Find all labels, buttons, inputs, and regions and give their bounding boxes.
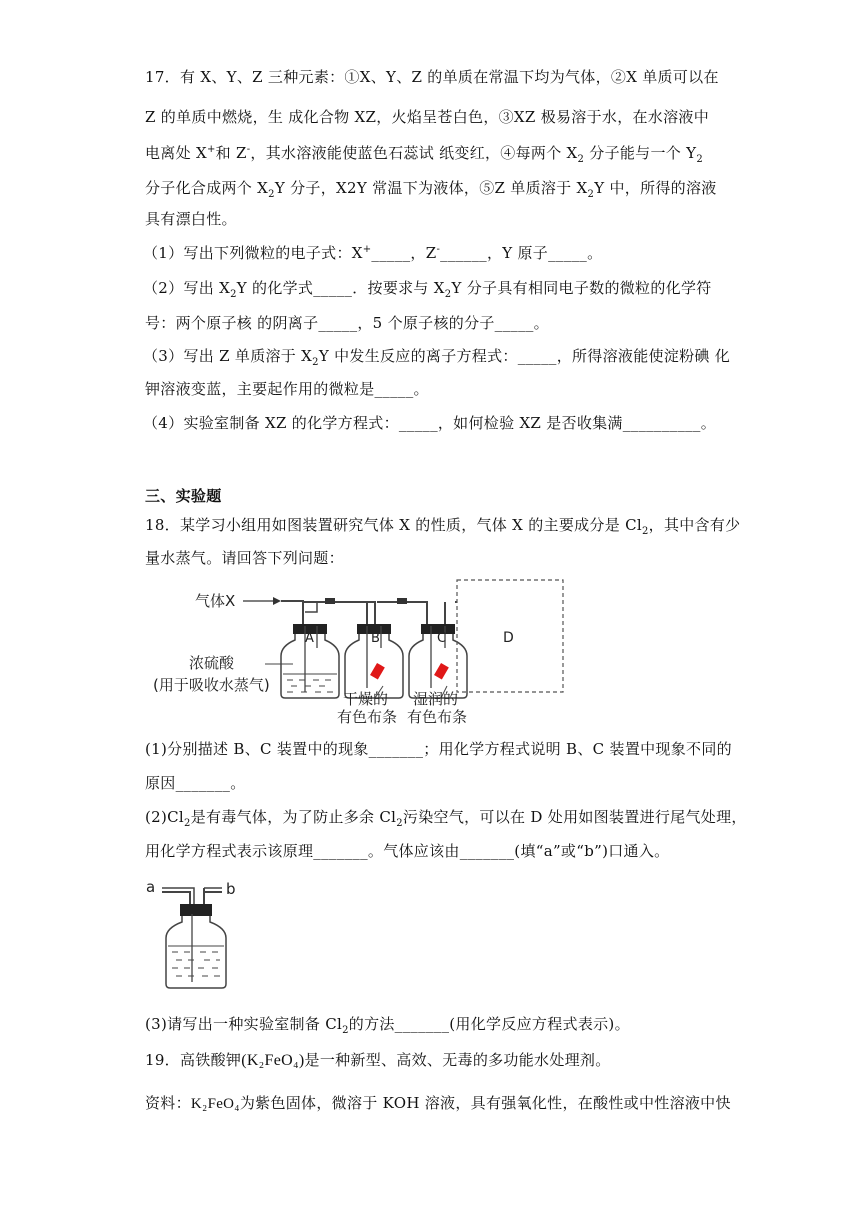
dry-label-2: 有色布条: [337, 708, 398, 724]
formula-k2feo4-2: K₂FeO₄: [190, 1096, 240, 1112]
wet-cloth-strip: [434, 663, 449, 680]
q18-sub-1-line-1: (1)分别描述 B、C 装置中的现象_______；用化学方程式说明 B、C 装置中现象不同的: [145, 740, 732, 758]
dry-cloth-strip: [370, 663, 385, 680]
q17-line-1: 17．有 X、Y、Z 三种元素：①X、Y、Z 的单质在常温下均为气体，②X 单质可以在: [145, 68, 719, 86]
arrow-head-icon: [273, 597, 281, 605]
label-a: A: [305, 631, 314, 646]
q19-line-2: 资料：K₂FeO₄为紫色固体，微溶于 KOH 溶液，具有强氧化性，在酸性或中性溶液中快: [145, 1094, 731, 1112]
q17-line-3: 电离处 X+和 Z-，其水溶液能使蓝色石蕊试 纸变红，④每两个 $X_2$ 分子能与一个 $Y_2$: [145, 144, 704, 165]
q18-sub-2-line-2: 用化学方程式表示该原理_______。气体应该由_______(填“a”或“b”)口通入。: [145, 842, 670, 860]
q17-part-2-line-1: （2）写出 $X_2Y$ 的化学式_____．按要求与 $X_2Y$ 分子具有相同电子数的微粒的化学符: [143, 279, 712, 300]
q17-part-4: （4）实验室制备 XZ 的化学方程式：_____，如何检验 XZ 是否收集满__________。: [143, 414, 717, 432]
q17-part-3-line-2: 钾溶液变蓝，主要起作用的微粒是_____。: [145, 380, 429, 398]
gas-x-label: 气体X: [195, 592, 236, 610]
q17-line-4: 分子化合成两个 $X_2Y$ 分子，X2Y 常温下为液体，⑤Z 单质溶于 $X_2Y$ 中，所得的溶液: [145, 179, 717, 200]
q19-line-1: 19．高铁酸钾(K₂FeO₄)是一种新型、高效、无毒的多功能水处理剂。: [145, 1051, 611, 1069]
formula-k2feo4: (K₂FeO₄): [241, 1052, 305, 1069]
apparatus-diagram: [145, 576, 625, 724]
acid-note-label: (用于吸收水蒸气): [153, 676, 270, 694]
tail-gas-bottle-diagram: [140, 874, 250, 992]
q18-line-2: 量水蒸气。请回答下列问题：: [145, 549, 344, 567]
q17-line-2: Z 的单质中燃烧，生 成化合物 XZ，火焰呈苍白色，③XZ 极易溶于水，在水溶液中: [145, 108, 709, 126]
wet-label-2: 有色布条: [407, 708, 468, 724]
label-d: D: [503, 630, 514, 646]
q18-sub-3: (3)请写出一种实验室制备 $Cl_2$的方法_______(用化学反应方程式表示)。: [145, 1015, 630, 1036]
q17-line-5: 具有漂白性。: [145, 210, 237, 228]
q18-line-1: 18．某学习小组用如图装置研究气体 X 的性质，气体 X 的主要成分是 $Cl_2$，其中含有少: [145, 516, 741, 537]
q17-part-2-line-2: 号：两个原子核 的阴离子_____，5 个原子核的分子_____。: [145, 314, 549, 332]
q18-sub-2-line-1: $(2)Cl_2$是有毒气体，为了防止多余 $Cl_2$污染空气，可以在 D 处用如图装置进行尾气处理，: [145, 808, 747, 829]
q17-part-3-line-1: （3）写出 Z 单质溶于 $X_2Y$ 中发生反应的离子方程式：_____，所得溶液能使淀粉碘 化: [143, 347, 731, 368]
label-c: C: [437, 631, 447, 646]
section-heading: 三、实验题: [145, 487, 222, 505]
wet-label-1: 湿润的: [413, 690, 459, 708]
label-b: B: [371, 631, 380, 646]
dry-label-1: 干燥的: [343, 690, 389, 708]
q18-sub-1-line-2: 原因_______。: [145, 774, 246, 792]
q17-part-1: （1）写出下列微粒的电子式：X+_____，Z-______，Y 原子_____。: [143, 244, 603, 262]
stopper: [180, 904, 212, 916]
acid-label: 浓硫酸: [189, 654, 235, 672]
port-a-label: a: [146, 878, 156, 896]
port-b-label: b: [226, 880, 236, 898]
